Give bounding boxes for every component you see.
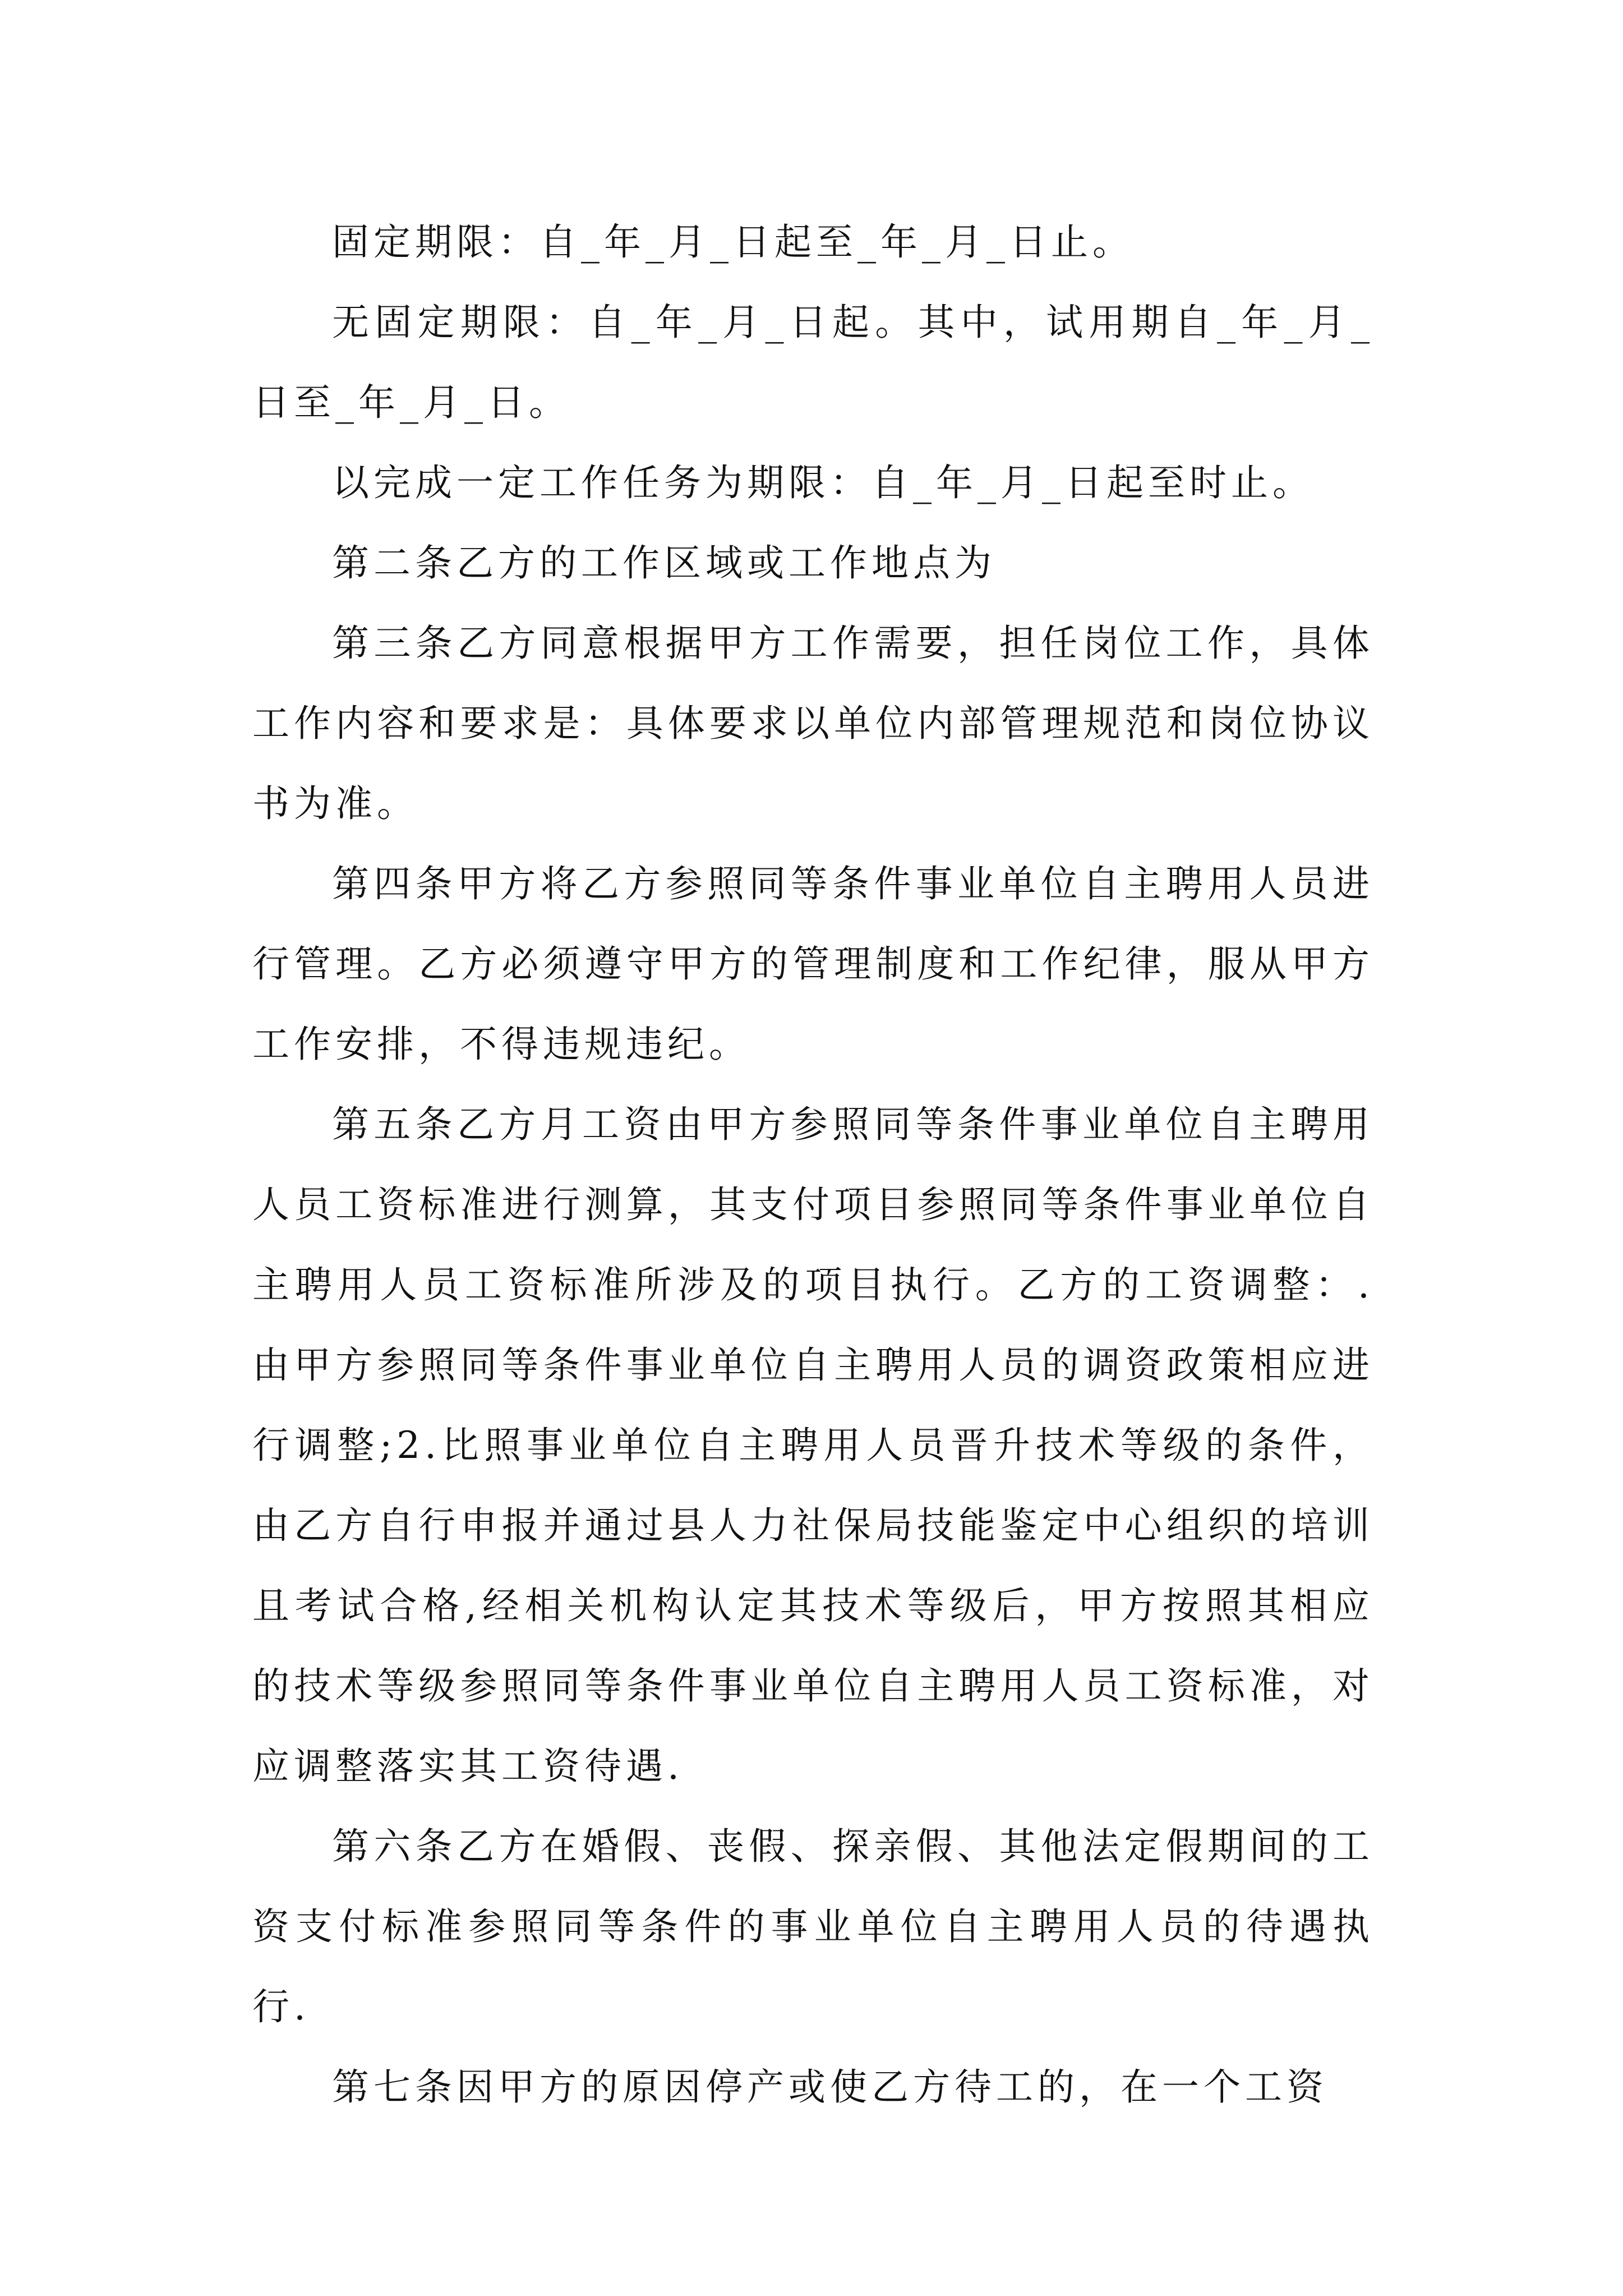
paragraph-article-3: 第三条乙方同意根据甲方工作需要，担任岗位工作，具体工作内容和要求是：具体要求以单位内部管理规范和岗位协议书为准。 — [252, 622, 1374, 825]
paragraph-article-4: 第四条甲方将乙方参照同等条件事业单位自主聘用人员进行管理。乙方必须遵守甲方的管理制度和工作纪律，服从甲方工作安排，不得违规违纪。 — [252, 862, 1374, 1066]
paragraph-fixed-term: 固定期限：自_年_月_日起至_年_月_日止。 — [332, 220, 1134, 264]
paragraph-open-term: 无固定期限：自_年_月_日起。其中，试用期自_年_月_日至_年_月_日。 — [252, 301, 1374, 424]
paragraph-task-term: 以完成一定工作任务为期限：自_年_月_日起至时止。 — [332, 461, 1314, 504]
paragraph-article-5: 第五条乙方月工资由甲方参照同等条件事业单位自主聘用人员工资标准进行测算，其支付项目参照同等条件事业单位自主聘用人员工资标准所涉及的项目执行。乙方的工资调整：.由甲方参照同等条件事业单位自主聘用人员的调资政策相应进行调整;2.比照事业单位自主聘用人员晋升技术等级的条件，由乙方自行申报并通过县人力社保局技能鉴定中心组织的培训且考试合格,经相关机构认定其技术等级后，甲方按照其相应的技术等级参照同等条件事业单位自主聘用人员工资标准，对应调整落实其工资待遇. — [252, 1103, 1374, 1788]
paragraph-article-7: 第七条因甲方的原因停产或使乙方待工的，在一个工资 — [332, 2065, 1328, 2109]
paragraph-article-6: 第六条乙方在婚假、丧假、探亲假、其他法定假期间的工资支付标准参照同等条件的事业单位自主聘用人员的待遇执行. — [252, 1825, 1374, 2028]
document-body — [252, 202, 1374, 2127]
paragraph-article-2: 第二条乙方的工作区域或工作地点为 — [332, 541, 996, 585]
